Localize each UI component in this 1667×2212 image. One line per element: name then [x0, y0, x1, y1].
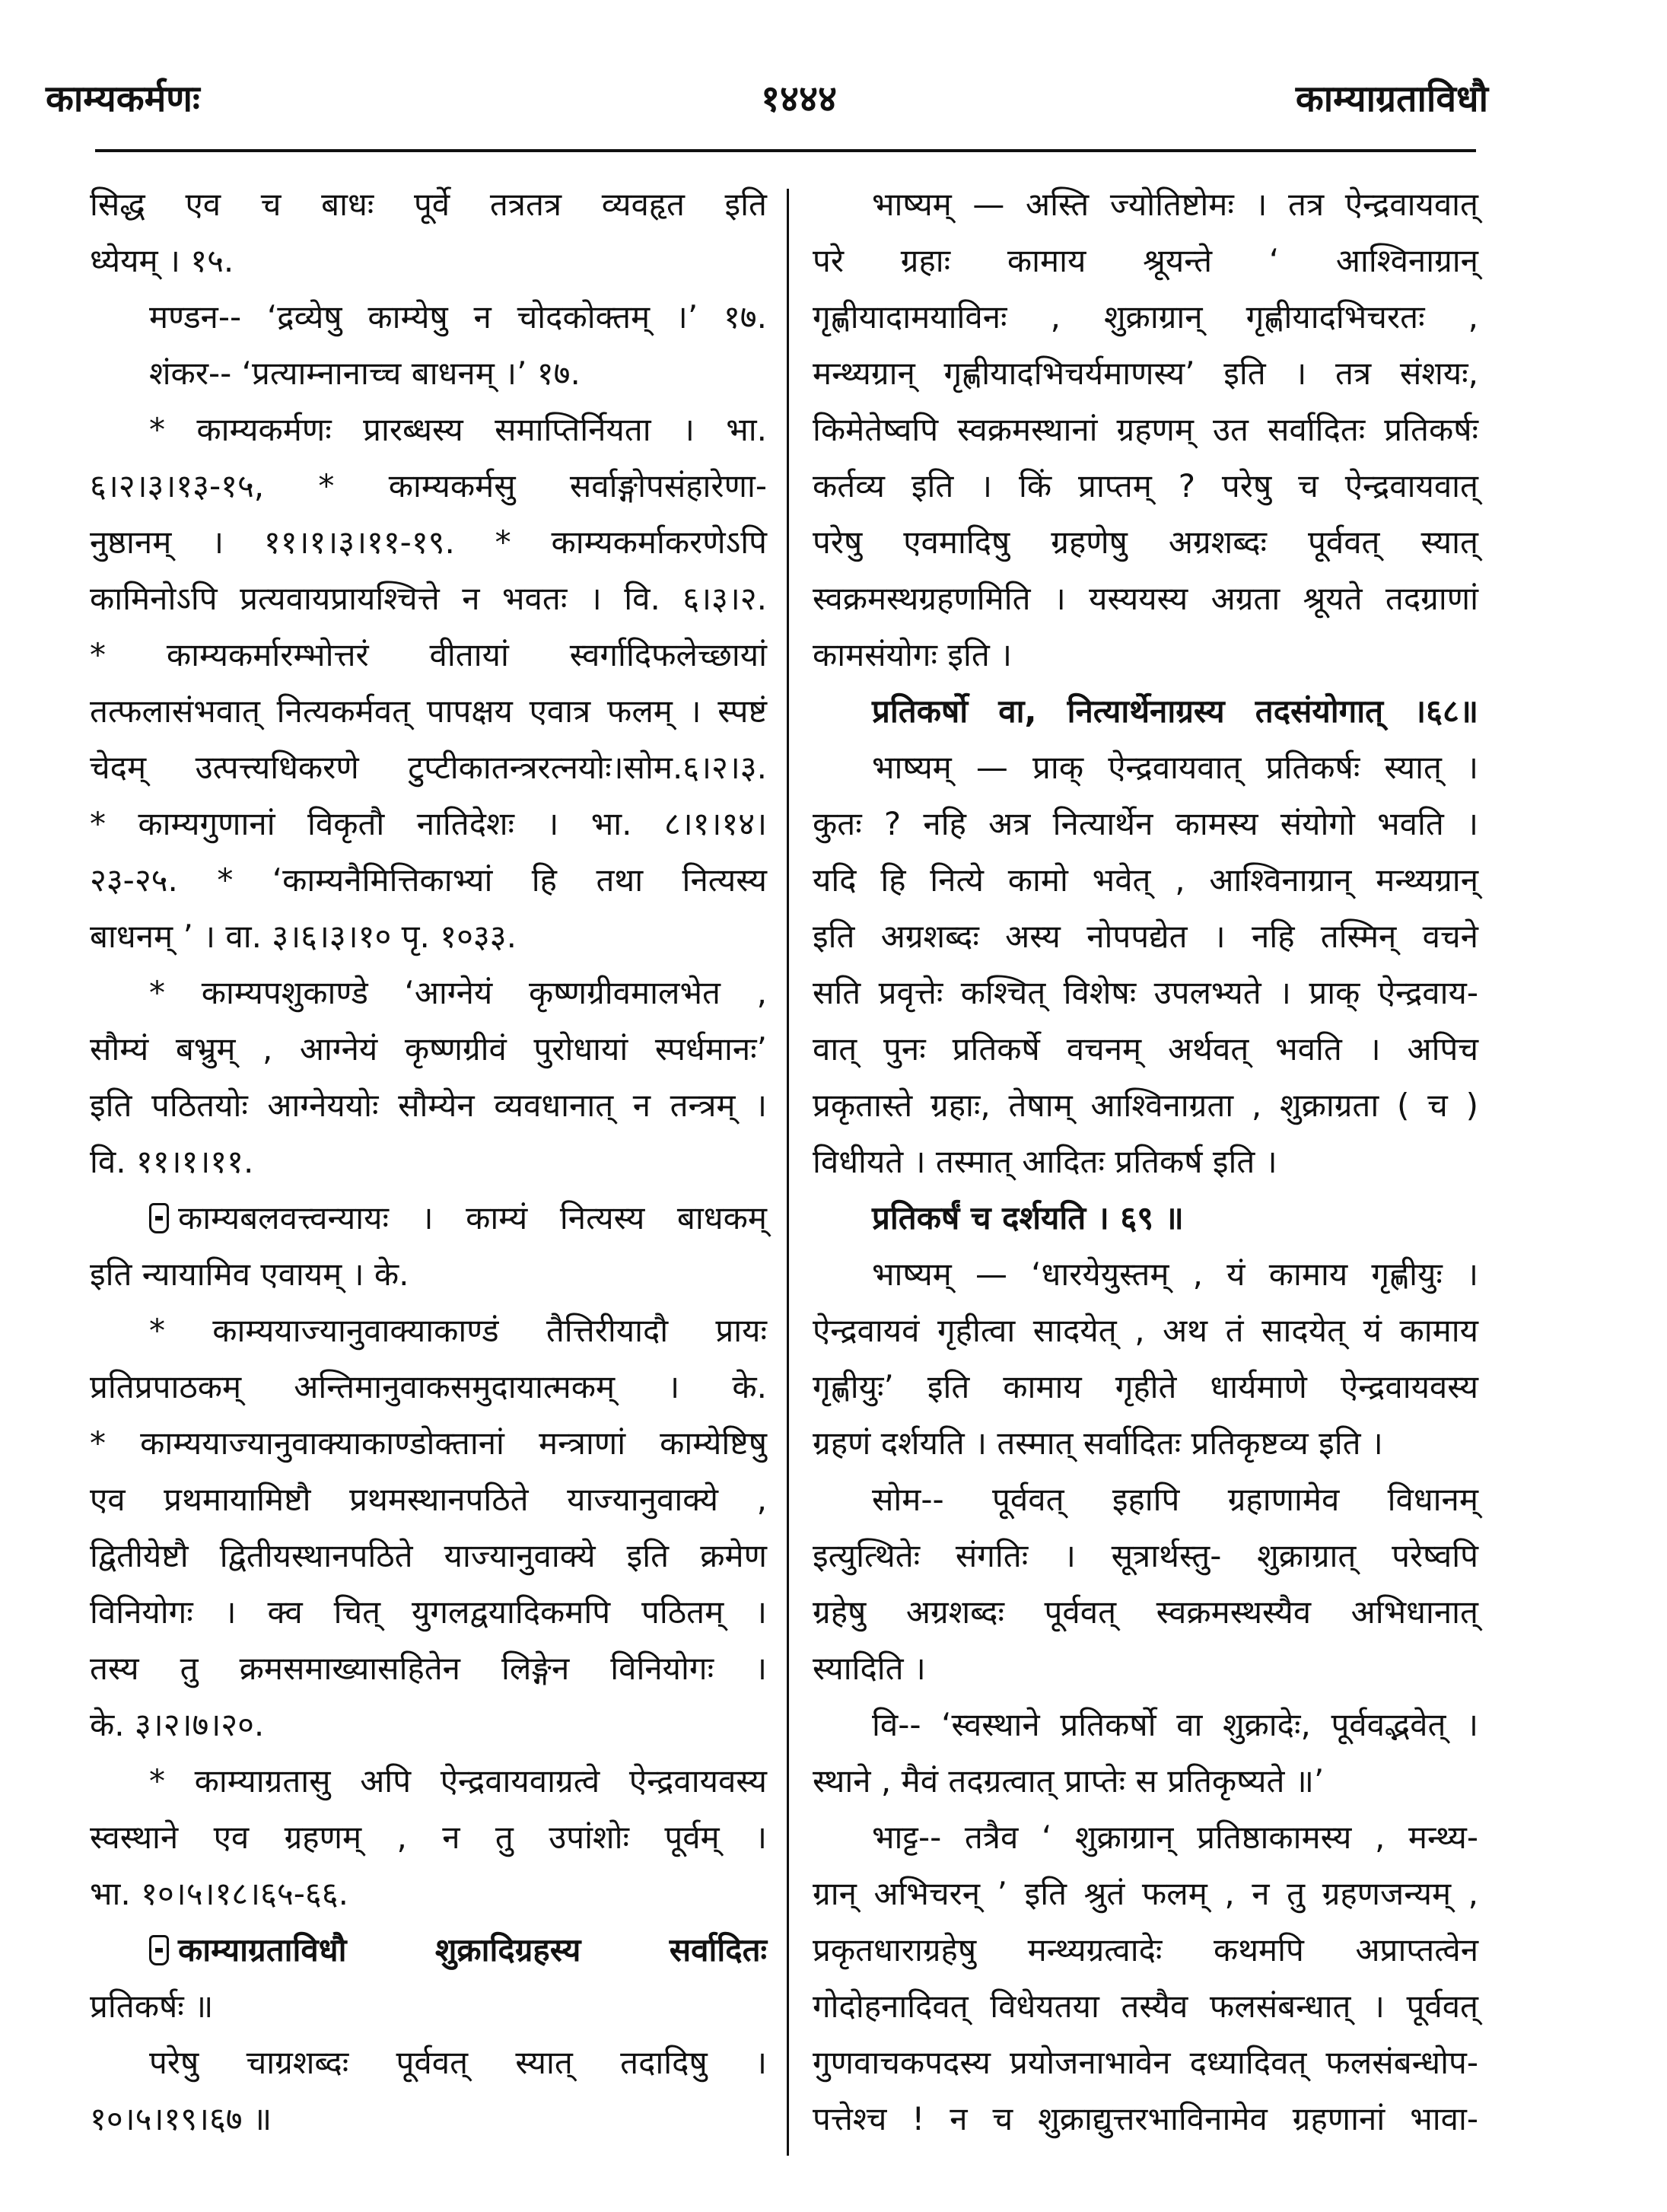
text-line	[90, 345, 767, 402]
text-line	[813, 289, 1478, 345]
text-line	[813, 683, 1478, 740]
page-number: १४४४	[761, 78, 837, 120]
line-text: विनियोगः । क्व चित् युगलद्वयादिकमपि पठितम् ।	[90, 1593, 767, 1631]
column-divider	[787, 189, 789, 2156]
line-text: काम्यबलवत्त्वन्यायः । काम्यं नित्यस्य बाधकम्	[178, 1199, 767, 1236]
line-text: तस्य तु क्रमसमाख्यासहितेन लिङ्गेन विनियोगः ।	[90, 1650, 767, 1687]
text-line	[813, 1753, 1478, 1809]
text-line	[813, 1472, 1478, 1528]
text-line	[90, 1922, 767, 1978]
text-line	[813, 1922, 1478, 1978]
text-line	[813, 909, 1478, 965]
text-line	[813, 1641, 1478, 1697]
line-text: प्रकृतास्ते ग्रहाः, तेषाम् आश्विनाग्रता , शुक्राग्रता ( च )	[813, 1087, 1478, 1124]
line-text: सौम्यं बभ्रुम् , आग्नेयं कृष्णग्रीवं पुरोधायां स्पर्धमानः’	[90, 1030, 767, 1068]
text-line	[90, 1472, 767, 1528]
running-head-left: काम्यकर्मणः	[46, 78, 200, 120]
line-text: ऐन्द्रवायवं गृहीत्वा सादयेत् , अथ तं सादयेत् यं कामाय	[813, 1312, 1478, 1349]
text-line	[90, 683, 767, 740]
line-text: कर्तव्य इति । किं प्राप्तम् ? परेषु च ऐन्द्रवायवात्	[813, 467, 1478, 504]
line-text: * काम्यपशुकाण्डे ‘आग्नेयं कृष्णग्रीवमालभेत ,	[149, 974, 767, 1011]
line-text: इति अग्रशब्दः अस्य नोपपद्येत । नहि तस्मिन् वचने	[813, 918, 1478, 955]
line-text: द्वितीयेष्टौ द्वितीयस्थानपठिते याज्यानुवाक्ये इति क्रमेण	[90, 1537, 767, 1574]
text-line	[813, 514, 1478, 571]
line-text: * काम्यकर्मारम्भोत्तरं वीतायां स्वर्गादिफलेच्छायां	[90, 636, 767, 673]
line-text: कामिनोऽपि प्रत्यवायप्रायश्चित्ते न भवतः । वि. ६।३।२.	[90, 580, 767, 617]
line-text: ६।२।३।१३-१५, * काम्यकर्मसु सर्वाङ्गोपसंहारेणा-	[90, 467, 767, 504]
text-line	[813, 1584, 1478, 1641]
text-line	[90, 1809, 767, 1866]
text-line	[90, 458, 767, 514]
text-line	[90, 852, 767, 909]
text-line	[90, 402, 767, 458]
line-text: नुष्ठानम् । ११।१।३।११-१९. * काम्यकर्माकरणेऽपि	[90, 524, 767, 561]
line-text: प्रतिकर्षः ॥	[90, 1988, 214, 2025]
line-text: भाष्यम् — ‘धारयेयुस्तम् , यं कामाय गृह्णीयुः ।	[872, 1256, 1478, 1293]
text-line	[813, 1359, 1478, 1415]
line-text: एव प्रथमायामिष्टौ प्रथमस्थानपठिते याज्यानुवाक्ये ,	[90, 1481, 767, 1518]
line-text: वि. ११।१।११.	[90, 1143, 254, 1180]
line-text: प्रतिप्रपाठकम् अन्तिमानुवाकसमुदायात्मकम् । के.	[90, 1368, 767, 1405]
text-line	[90, 1303, 767, 1359]
text-line	[90, 740, 767, 796]
line-text: चेदम् उत्पत्त्यधिकरणे टुप्टीकातन्त्ररत्नयोः।सोम.६।२।३.	[90, 749, 767, 786]
text-line	[90, 1584, 767, 1641]
text-line	[90, 627, 767, 683]
line-text: पत्तेश्च ! न च शुक्राद्युत्तरभाविनामेव ग्रहणानां भावा-	[813, 2100, 1478, 2137]
line-text: इति पठितयोः आग्नेययोः सौम्येन व्यवधानात् न तन्त्रम् ।	[90, 1087, 767, 1124]
line-text: ग्रहणं दर्शयति । तस्मात् सर्वादितः प्रतिकृष्टव्य इति ।	[813, 1424, 1383, 1462]
line-text: कामसंयोगः इति ।	[813, 636, 1013, 673]
line-text: ग्रहेषु अग्रशब्दः पूर्ववत् स्वक्रमस्थस्यैव अभिधानात्	[813, 1593, 1478, 1631]
text-line	[90, 1021, 767, 1077]
line-text: इति न्यायामिव एवायम् । के.	[90, 1256, 409, 1293]
text-line	[90, 1528, 767, 1584]
text-line	[90, 571, 767, 627]
line-text: प्रकृतधाराग्रहेषु मन्थ्यग्रत्वादेः कथमपि अप्राप्तत्वेन	[813, 1931, 1478, 1969]
line-text: गृह्णीयादामयाविनः , शुक्राग्रान् गृह्णीयादभिचरतः ,	[813, 298, 1478, 336]
text-line	[813, 1303, 1478, 1359]
text-line	[90, 796, 767, 852]
text-line	[813, 627, 1478, 683]
line-text: स्यादिति ।	[813, 1650, 926, 1687]
text-line	[90, 1415, 767, 1472]
right-column	[813, 177, 1478, 2147]
text-line	[90, 965, 767, 1021]
text-line	[813, 1021, 1478, 1077]
text-line	[90, 1246, 767, 1303]
line-text: स्वस्थाने एव ग्रहणम् , न तु उपांशोः पूर्वम् ।	[90, 1819, 767, 1856]
line-text: विधीयते । तस्मात् आदितः प्रतिकर्ष इति ।	[813, 1143, 1277, 1180]
line-text: गुणवाचकपदस्य प्रयोजनाभावेन दध्यादिवत् फलसंबन्धोप-	[813, 2044, 1478, 2081]
text-line	[90, 233, 767, 289]
text-line	[90, 1641, 767, 1697]
line-text: * काम्याग्रतासु अपि ऐन्द्रवायवाग्रत्वे ऐन्द्रवायवस्य	[149, 1762, 767, 1800]
line-text: ध्येयम् । १५.	[90, 242, 234, 279]
text-line	[813, 1415, 1478, 1472]
line-text: भा. १०।५।१८।६५-६६.	[90, 1875, 348, 1912]
line-text: सिद्ध एव च बाधः पूर्वे तत्रतत्र व्यवहृत इति	[90, 186, 767, 223]
text-line	[90, 514, 767, 571]
header-rule	[95, 149, 1476, 152]
left-column	[90, 177, 767, 2147]
text-line	[813, 2091, 1478, 2147]
line-text: परे ग्रहाः कामाय श्रूयन्ते ‘ आश्विनाग्रान्	[813, 242, 1478, 279]
text-line	[813, 177, 1478, 233]
line-text: कुतः ? नहि अत्र नित्यार्थेन कामस्य संयोगो भवति ।	[813, 805, 1478, 842]
text-line	[90, 909, 767, 965]
line-text: * काम्ययाज्यानुवाक्याकाण्डं तैत्तिरीयादौ प्रायः	[149, 1312, 767, 1349]
line-text: काम्याग्रताविधौ शुक्रादिग्रहस्य सर्वादितः	[178, 1931, 767, 1969]
text-line	[90, 1697, 767, 1753]
text-line	[813, 1528, 1478, 1584]
text-line	[813, 1978, 1478, 2035]
line-text: भाष्यम् — प्राक् ऐन्द्रवायवात् प्रतिकर्षः स्यात् ।	[872, 749, 1478, 786]
line-text: भाट्ट-- तत्रैव ‘ शुक्राग्रान् प्रतिष्ठाकामस्य , मन्थ्य-	[872, 1819, 1478, 1856]
line-text: भाष्यम् — अस्ति ज्योतिष्टोमः । तत्र ऐन्द्रवायवात्	[872, 186, 1478, 223]
text-line	[813, 1866, 1478, 1922]
section-mark-icon	[149, 1203, 169, 1233]
text-line	[90, 2091, 767, 2147]
line-text: * काम्यकर्मणः प्रारब्धस्य समाप्तिर्नियता । भा.	[149, 411, 767, 448]
line-text: सति प्रवृत्तेः कश्चित् विशेषः उपलभ्यते । प्राक् ऐन्द्रवाय-	[813, 974, 1478, 1011]
line-text: मन्थ्यग्रान् गृह्णीयादभिचर्यमाणस्य’ इति । तत्र संशयः,	[813, 355, 1478, 392]
line-text: * काम्ययाज्यानुवाक्याकाण्डोक्तानां मन्त्राणां काम्येष्टिषु	[90, 1424, 767, 1462]
text-line	[813, 402, 1478, 458]
text-line	[90, 1866, 767, 1922]
text-line	[813, 345, 1478, 402]
text-line	[813, 458, 1478, 514]
text-line	[813, 965, 1478, 1021]
text-line	[90, 1359, 767, 1415]
running-head-right: काम्याग्रताविधौ	[1295, 78, 1488, 120]
text-line	[813, 1809, 1478, 1866]
line-text: मण्डन-- ‘द्रव्येषु काम्येषु न चोदकोक्तम् ।’ १७.	[149, 298, 767, 336]
text-line	[90, 1134, 767, 1190]
text-line	[813, 1246, 1478, 1303]
line-text: तत्फलासंभवात् नित्यकर्मवत् पापक्षय एवात्र फलम् । स्पष्टं	[90, 692, 767, 730]
line-text: सोम-- पूर्ववत् इहापि ग्रहाणामेव विधानम्	[872, 1481, 1478, 1518]
text-line	[813, 852, 1478, 909]
line-text: परेषु चाग्रशब्दः पूर्ववत् स्यात् तदादिषु ।	[149, 2044, 767, 2081]
text-line	[813, 2035, 1478, 2091]
line-text: * काम्यगुणानां विकृतौ नातिदेशः । भा. ८।१।१४।	[90, 805, 767, 842]
line-text: प्रतिकर्षो वा, नित्यार्थेनाग्रस्य तदसंयोगात् ।६८॥	[872, 692, 1478, 730]
text-line	[90, 289, 767, 345]
line-text: स्वक्रमस्थग्रहणमिति । यस्ययस्य अग्रता श्रूयते तदग्राणां	[813, 580, 1478, 617]
line-text: परेषु एवमादिषु ग्रहणेषु अग्रशब्दः पूर्ववत् स्यात्	[813, 524, 1478, 561]
line-text: किमेतेष्वपि स्वक्रमस्थानां ग्रहणम् उत सर्वादितः प्रतिकर्षः	[813, 411, 1478, 448]
line-text: बाधनम् ’ । वा. ३।६।३।१० पृ. १०३३.	[90, 918, 517, 955]
text-line	[813, 1134, 1478, 1190]
text-line	[813, 233, 1478, 289]
section-mark-icon	[149, 1935, 169, 1965]
text-line	[90, 1190, 767, 1246]
line-text: २३-२५. * ‘काम्यनैमित्तिकाभ्यां हि तथा नित्यस्य	[90, 861, 767, 899]
line-text: गोदोहनादिवत् विधेयतया तस्यैव फलसंबन्धात् । पूर्ववत्	[813, 1988, 1478, 2025]
text-line	[813, 1697, 1478, 1753]
text-line	[90, 1753, 767, 1809]
text-line	[813, 1190, 1478, 1246]
line-text: ग्रान् अभिचरन् ’ इति श्रुतं फलम् , न तु ग्रहणजन्यम् ,	[813, 1875, 1478, 1912]
text-line	[90, 177, 767, 233]
text-line	[813, 1077, 1478, 1134]
text-line	[90, 1077, 767, 1134]
text-line	[813, 796, 1478, 852]
text-line	[813, 740, 1478, 796]
line-text: १०।५।१९।६७ ॥	[90, 2100, 272, 2137]
line-text: वात् पुनः प्रतिकर्षे वचनम् अर्थवत् भवति । अपिच	[813, 1030, 1478, 1068]
line-text: स्थाने , मैवं तदग्रत्वात् प्राप्तेः स प्रतिकृष्यते ॥’	[813, 1762, 1325, 1800]
text-line	[90, 2035, 767, 2091]
line-text: के. ३।२।७।२०.	[90, 1706, 265, 1743]
line-text: इत्युत्थितेः संगतिः । सूत्रार्थस्तु- शुक्राग्रात् परेष्वपि	[813, 1537, 1478, 1574]
line-text: यदि हि नित्ये कामो भवेत् , आश्विनाग्रान् मन्थ्यग्रान्	[813, 861, 1478, 899]
line-text: गृह्णीयुः’ इति कामाय गृहीते धार्यमाणे ऐन्द्रवायवस्य	[813, 1368, 1478, 1405]
line-text: वि-- ‘स्वस्थाने प्रतिकर्षो वा शुक्रादेः, पूर्ववद्भवेत् ।	[872, 1706, 1478, 1743]
line-text: प्रतिकर्षं च दर्शयति । ६९ ॥	[872, 1199, 1184, 1236]
text-line	[813, 571, 1478, 627]
line-text: शंकर-- ‘प्रत्याम्नानाच्च बाधनम् ।’ १७.	[149, 355, 581, 392]
text-line	[90, 1978, 767, 2035]
